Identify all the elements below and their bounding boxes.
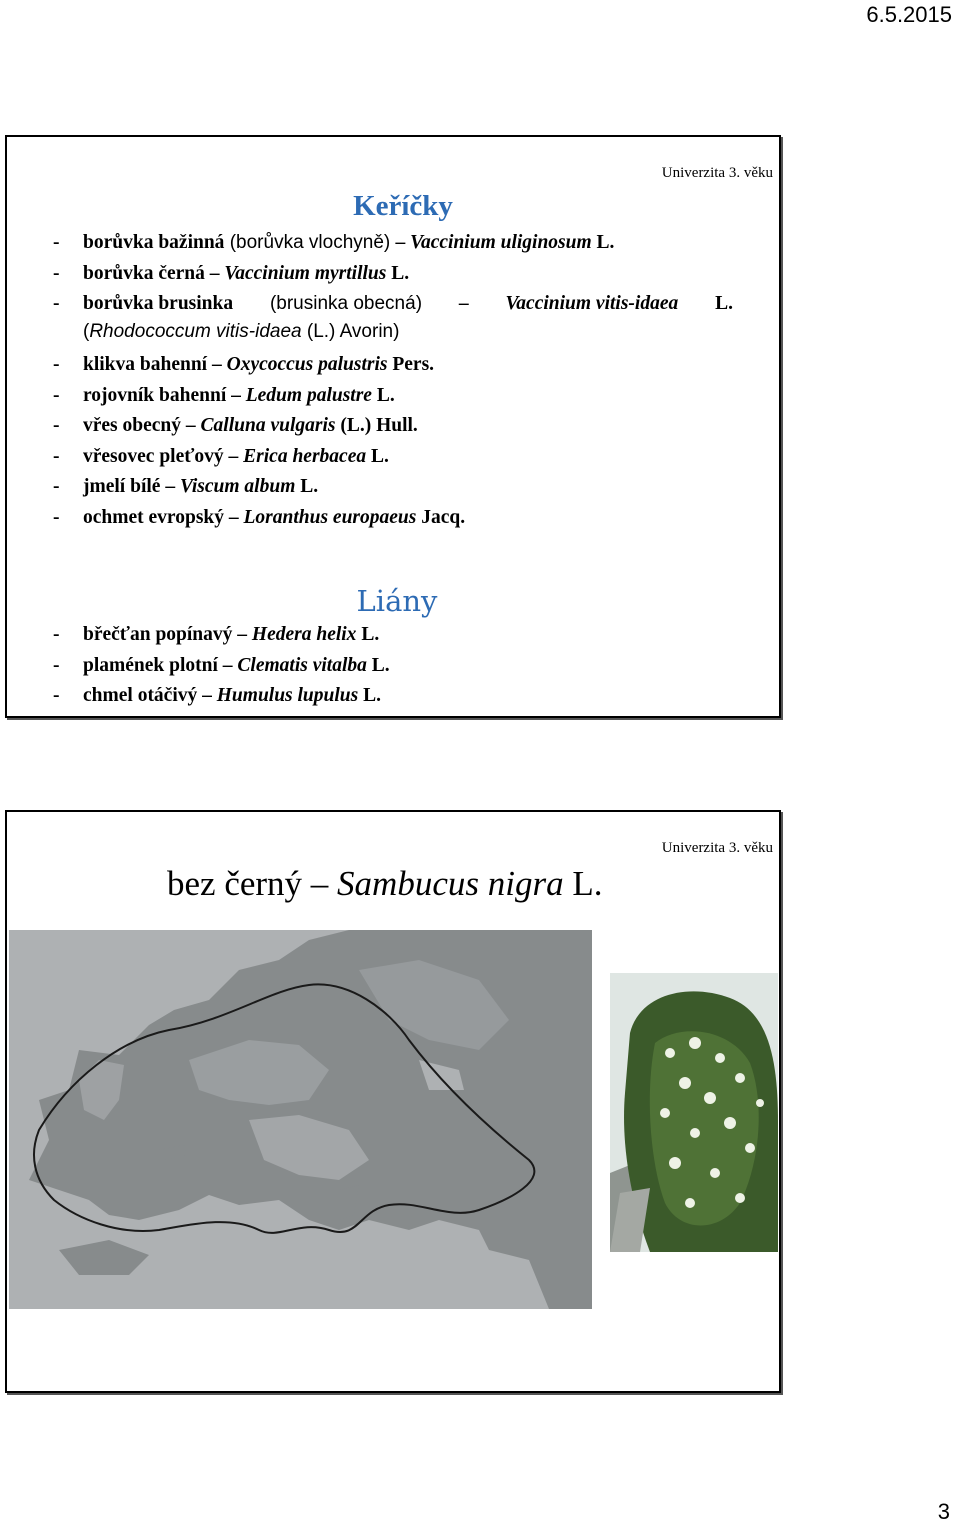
liana-list [53,624,767,716]
slide-title-shrubs: Keříčky [353,190,453,222]
list-item: - rojovník bahenní – Ledum palustre L. [53,385,767,416]
list-item: - chmel otáčivý – Humulus lupulus L. [53,685,767,716]
page-number: 3 [937,1499,950,1524]
slide-elder [5,810,781,1393]
list-item: - borůvka brusinka (brusinka obecná) – Vaccinium vitis-idaea L. (Rhodococcum vitis-idaea (L.) Avorin) [53,293,767,354]
list-item: - jmelí bílé – Viscum album L. [53,476,767,507]
elder-bush-photo [610,973,778,1252]
slide-university-label: Univerzita 3. věku [661,840,773,856]
slide-title-elder: bez černý – Sambucus nigra L. [167,864,603,903]
list-item: - ochmet evropský – Loranthus europaeus Jacq. [53,507,767,538]
list-item: - vřesovec pleťový – Erica herbacea L. [53,446,767,477]
slide-title-lianas: Liány [356,584,438,618]
list-item: - klikva bahenní – Oxycoccus palustris Pers. [53,354,767,385]
list-item: - plamének plotní – Clematis vitalba L. [53,655,767,686]
slide-university-label: Univerzita 3. věku [661,165,773,181]
list-item: - borůvka bažinná (borůvka vlochyně) – Vaccinium uliginosum L. [53,232,767,263]
shrub-list [53,232,767,537]
distribution-map-image [9,930,592,1309]
list-item: - břečťan popínavý – Hedera helix L. [53,624,767,655]
slide-shrubs [5,135,781,718]
list-item: - vřes obecný – Calluna vulgaris (L.) Hull. [53,415,767,446]
list-item: - borůvka černá – Vaccinium myrtillus L. [53,263,767,294]
header-date: 6.5.2015 [866,2,952,27]
